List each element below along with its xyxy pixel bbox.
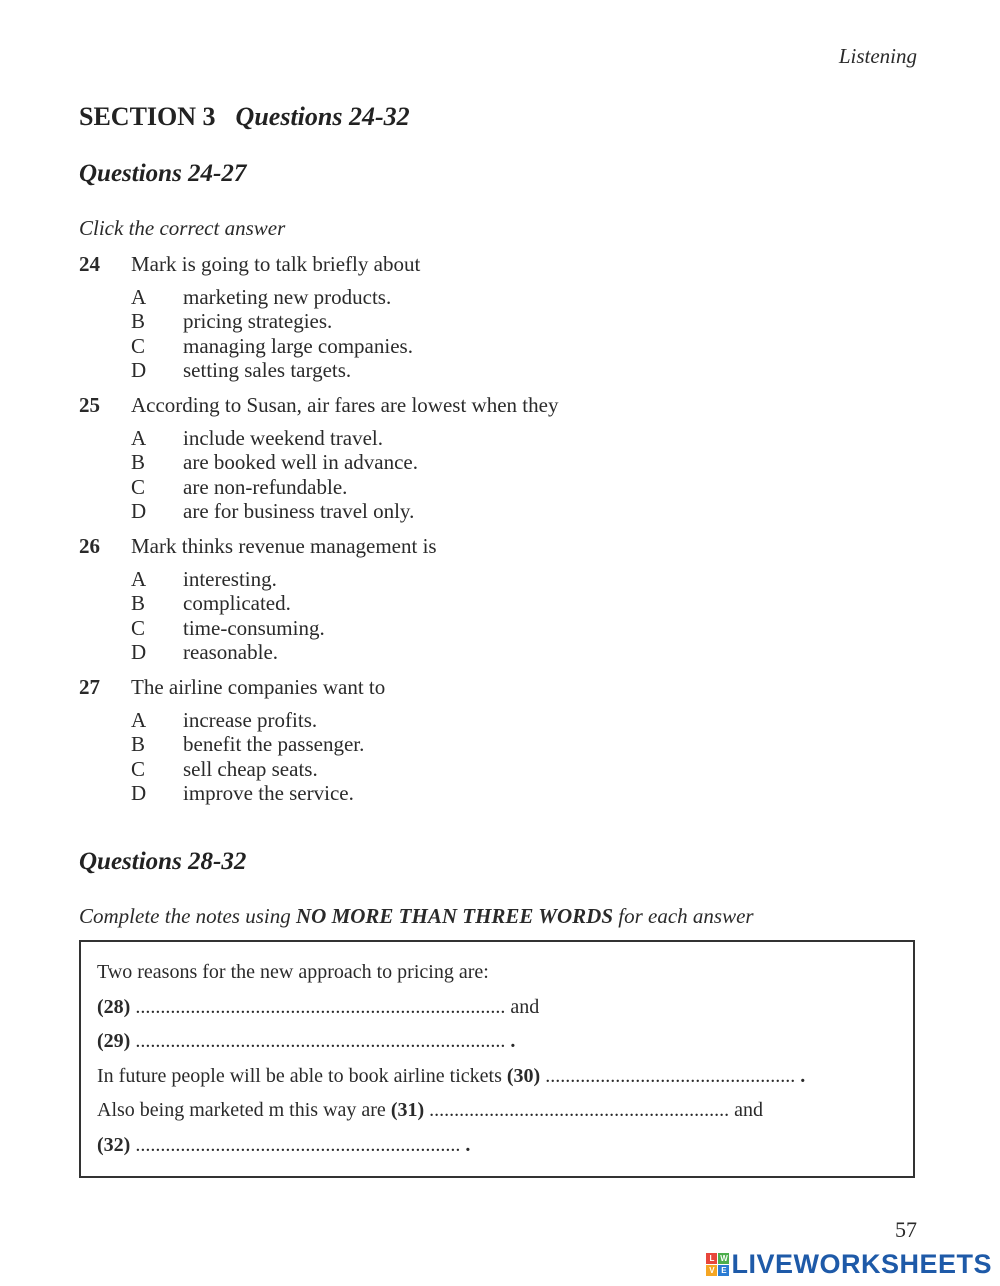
option-text: time-consuming. xyxy=(183,615,325,640)
blank-number: (32) xyxy=(97,1133,131,1156)
option-letter: A xyxy=(131,567,147,591)
note-text: and xyxy=(505,995,540,1018)
question-24 xyxy=(79,250,420,382)
option-27-c[interactable] xyxy=(79,757,385,781)
option-26-d[interactable] xyxy=(79,640,437,664)
section-label: SECTION 3 xyxy=(79,102,216,131)
section-heading xyxy=(79,102,410,132)
instruction-text: Complete the notes using xyxy=(79,904,296,928)
option-24-c[interactable] xyxy=(79,334,420,358)
option-text: are non-refundable. xyxy=(183,474,348,499)
option-text: reasonable. xyxy=(183,639,279,664)
logo-cell: L xyxy=(706,1253,717,1264)
option-letter: B xyxy=(131,450,146,475)
option-text: interesting. xyxy=(183,567,277,591)
option-26-a[interactable] xyxy=(79,567,437,591)
question-25 xyxy=(79,391,558,523)
question-number: 24 xyxy=(79,252,100,276)
question-number: 26 xyxy=(79,534,100,558)
part2-instruction xyxy=(79,904,754,929)
option-text: pricing strategies. xyxy=(183,309,333,334)
part1-heading: Questions 24-27 xyxy=(79,160,247,187)
answer-blank-29[interactable]: .......................................................................... xyxy=(135,1030,506,1053)
question-27 xyxy=(79,673,385,805)
note-text: . xyxy=(795,1064,806,1087)
answer-blank-32[interactable]: ................................................................. xyxy=(135,1133,461,1156)
blank-number: (30) xyxy=(506,1064,541,1087)
option-25-d[interactable] xyxy=(79,499,558,523)
option-25-b[interactable] xyxy=(79,450,558,474)
question-stem: Mark is going to talk briefly about xyxy=(131,252,421,276)
option-letter: C xyxy=(131,756,146,781)
option-text: setting sales targets. xyxy=(183,357,352,382)
option-text: improve the service. xyxy=(183,780,354,805)
note-31 xyxy=(97,1095,913,1130)
option-letter: D xyxy=(131,639,147,664)
option-letter: D xyxy=(131,498,147,523)
note-text: . xyxy=(460,1133,471,1156)
option-letter: D xyxy=(131,357,147,382)
section-range: Questions 24-32 xyxy=(235,102,410,131)
option-27-d[interactable] xyxy=(79,781,385,805)
question-26 xyxy=(79,532,437,664)
option-letter: B xyxy=(131,309,146,334)
option-text: benefit the passenger. xyxy=(183,732,365,757)
note-text: . xyxy=(505,1030,516,1053)
instruction-emphasis: NO MORE THAN THREE WORDS xyxy=(295,904,613,928)
option-26-b[interactable] xyxy=(79,591,437,615)
question-number: 25 xyxy=(79,393,100,417)
running-head: Listening xyxy=(838,44,917,68)
note-text: In future people will be able to book airline tickets xyxy=(97,1064,507,1087)
option-25-a[interactable] xyxy=(79,426,558,450)
option-27-a[interactable] xyxy=(79,708,385,732)
option-letter: C xyxy=(131,615,146,640)
option-text: managing large companies. xyxy=(183,333,413,358)
option-text: complicated. xyxy=(183,591,291,616)
option-27-b[interactable] xyxy=(79,732,385,756)
logo-cell: W xyxy=(720,1254,728,1263)
note-32 xyxy=(97,1130,913,1165)
liveworksheets-icon xyxy=(706,1253,729,1276)
notes-box xyxy=(79,940,915,1178)
answer-blank-28[interactable]: .......................................................................... xyxy=(135,995,506,1018)
option-text: increase profits. xyxy=(183,708,318,732)
option-24-b[interactable] xyxy=(79,309,420,333)
note-30 xyxy=(97,1061,913,1096)
blank-number: (31) xyxy=(390,1099,425,1122)
brand-name: LIVEWORKSHEETS xyxy=(731,1249,992,1279)
note-29 xyxy=(97,1026,913,1061)
part2-heading: Questions 28-32 xyxy=(79,848,247,875)
logo-cell: E xyxy=(718,1265,729,1276)
option-text: include weekend travel. xyxy=(183,426,383,450)
answer-blank-30[interactable]: .................................................. xyxy=(545,1064,796,1087)
option-text: are booked well in advance. xyxy=(183,450,418,475)
option-letter: C xyxy=(131,333,146,358)
logo-cell: V xyxy=(706,1265,717,1276)
option-letter: C xyxy=(131,474,146,499)
option-letter: A xyxy=(131,285,147,309)
option-25-c[interactable] xyxy=(79,475,558,499)
page-number: 57 xyxy=(895,1217,917,1242)
blank-number: (29) xyxy=(97,1030,131,1053)
question-stem: Mark thinks revenue management is xyxy=(131,534,437,558)
note-28 xyxy=(97,992,913,1027)
question-stem: The airline companies want to xyxy=(131,675,386,699)
option-letter: A xyxy=(131,708,147,732)
option-text: are for business travel only. xyxy=(183,498,415,523)
part1-instruction: Click the correct answer xyxy=(79,216,286,240)
question-stem: According to Susan, air fares are lowest when they xyxy=(131,393,559,417)
option-text: sell cheap seats. xyxy=(183,756,318,781)
option-letter: B xyxy=(131,591,146,616)
blank-number: (28) xyxy=(97,995,131,1018)
option-26-c[interactable] xyxy=(79,616,437,640)
option-letter: D xyxy=(131,780,147,805)
notes-intro: Two reasons for the new approach to pricing are: xyxy=(97,961,489,983)
option-letter: A xyxy=(131,426,147,450)
note-text: Also being marketed m this way are xyxy=(97,1099,391,1122)
option-letter: B xyxy=(131,732,146,757)
liveworksheets-logo[interactable] xyxy=(706,1249,992,1280)
option-text: marketing new products. xyxy=(183,285,392,309)
note-text: and xyxy=(729,1099,764,1122)
question-number: 27 xyxy=(79,675,100,699)
option-24-a[interactable] xyxy=(79,285,420,309)
answer-blank-31[interactable]: ............................................................ xyxy=(429,1099,730,1122)
option-24-d[interactable] xyxy=(79,358,420,382)
instruction-text: for each answer xyxy=(613,904,754,928)
